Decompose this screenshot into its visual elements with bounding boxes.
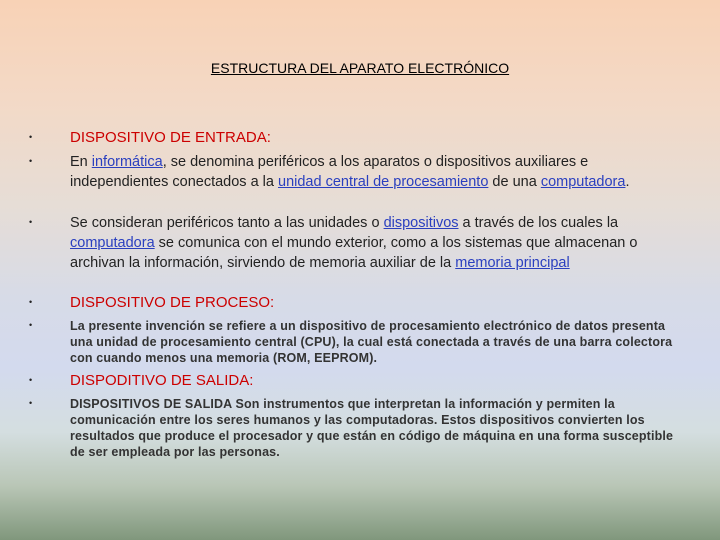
link-dispositivos[interactable]: dispositivos [383,215,459,231]
bullet-icon: • [29,132,33,142]
bullet-icon: • [29,297,33,307]
paragraph-consideran [70,213,688,273]
link-computadora[interactable]: computadora [70,235,155,251]
text-segment: de una [488,174,541,190]
page-title: ESTRUCTURA DEL APARATO ELECTRÓNICO [210,60,510,76]
bullet-icon: • [29,398,33,408]
bullet-icon: • [29,156,33,166]
section-heading-salida: DISPODITIVO DE SALIDA: [70,372,254,389]
text-segment: En [70,154,92,170]
paragraph-invencion: La presente invención se refiere a un dispositivo de procesamiento electrónico de datos presenta una unidad de procesamiento central (CPU), la cual está conectada a través de una barra colectora con cuando menos una memoria (ROM, EEPROM). [70,319,673,365]
paragraph-perifericos [70,152,688,192]
text-segment: Se consideran periféricos tanto a las unidades o [70,215,384,231]
bullet-icon: • [29,320,33,330]
section-heading-entrada: DISPOSITIVO DE ENTRADA: [70,129,271,146]
link-unidad-central-de-procesamiento[interactable]: unidad central de procesamiento [278,174,489,190]
text-segment: . [625,174,630,190]
text-segment: , se denomina periféricos a los aparatos o dispositivos auxiliares e independientes conectados a la [70,154,589,190]
link-informatica[interactable]: informática [91,154,163,170]
bullet-icon: • [29,217,33,227]
link-memoria-principal[interactable]: memoria principal [455,255,570,271]
text-segment: se comunica con el mundo exterior, como a los sistemas que almacenan o archivan la información, sirviendo de memoria auxiliar de la [70,235,638,271]
link-computadora[interactable]: computadora [540,174,626,190]
paragraph-salida: DISPOSITIVOS DE SALIDA Son instrumentos que interpretan la información y permiten la comunicación entre los seres humanos y las computadoras. Estos dispositivos convierten los resultados que produce el procesador y que están en código de máquina en una forma susceptible de ser empleada por las personas. [70,397,674,459]
bullet-icon: • [29,375,33,385]
text-segment: a través de los cuales la [458,215,619,231]
section-heading-proceso: DISPOSITIVO DE PROCESO: [70,294,275,311]
